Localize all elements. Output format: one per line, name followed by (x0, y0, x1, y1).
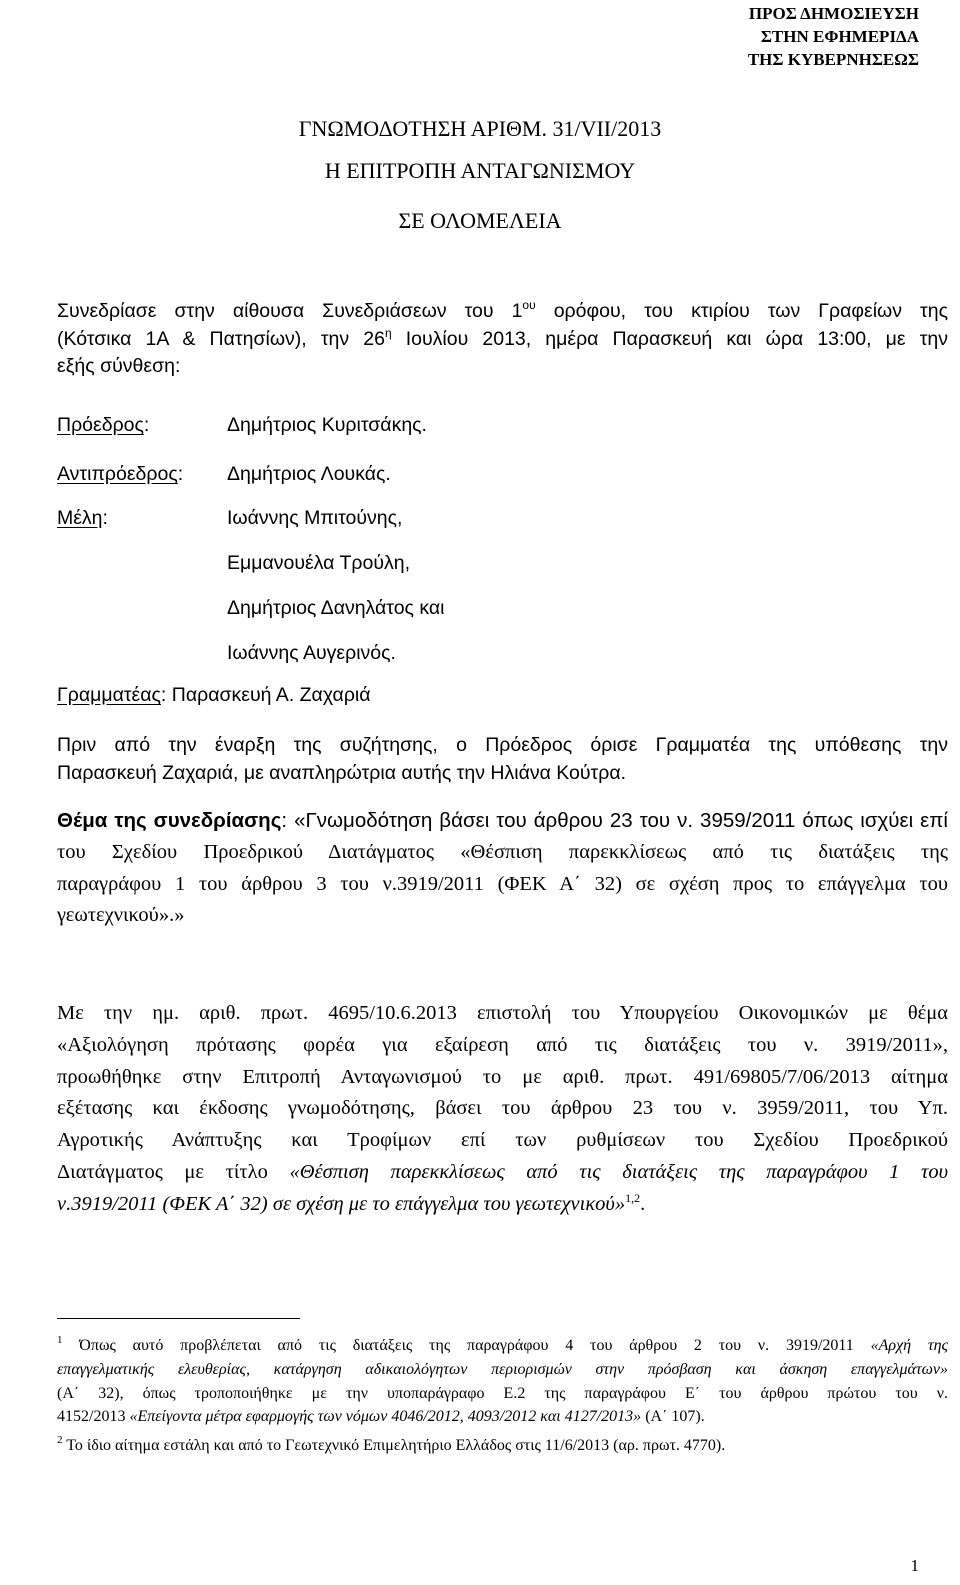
footnote-1-line-2: επαγγελματικής ελευθερίας, κατάργηση αδικαιολόγητων περιορισμών στην πρόσβαση και άσκηση επαγγελμάτων» (57, 1360, 948, 1378)
subject-line-3: παραγράφου 1 του άρθρου 3 του ν.3919/2011 (ΦΕΚ Α΄ 32) σε σχέση προς το επάγγελμα του (57, 872, 948, 895)
member-4: Ιωάννης Αυγερινός. (227, 642, 396, 664)
body-line-2: «Αξιολόγηση πρότασης φορέα για εξαίρεση από τις διατάξεις του ν. 3919/2011», (57, 1033, 948, 1056)
intro-line-1: Συνεδρίασε στην αίθουσα Συνεδριάσεων του $1^{o\upsilon}$ ορόφου, του κτιρίου των Γραφείων της (57, 298, 948, 322)
footnote-1-line-4: 4152/2013 «Επείγοντα μέτρα εφαρμογής των νόμων 4046/2012, 4093/2012 και 4127/2013» (Α΄ 107). (57, 1408, 705, 1426)
footnote-1-line-3: (Α΄ 32), όπως τροποποιήθηκε με την υποπαράγραφο Ε.2 της παραγράφου Ε΄ του άρθρου πρώτου του ν. (57, 1384, 948, 1402)
member-2: Εμμανουέλα Τρούλη, (227, 552, 411, 574)
body-line-1: Με την ημ. αριθ. πρωτ. 4695/10.6.2013 επιστολή του Υπουργείου Οικονομικών με θέμα (57, 1002, 948, 1024)
body-line-5: Αγροτικής Ανάπτυξης και Τροφίμων επί των ρυθμίσεων του Σχεδίου Προεδρικού (57, 1129, 948, 1152)
members-label: Μέλη: (57, 507, 108, 529)
subject-line-1: Θέμα της συνεδρίασης: «Γνωμοδότηση βάσει του άρθρου 23 του ν. 3959/2011 όπως ισχύει επί (57, 809, 948, 832)
footnote-1 (57, 1334, 948, 1429)
subject-label: Θέμα της συνεδρίασης (57, 809, 282, 832)
appointment-line-2: Παρασκευή Ζαχαριά, με αναπληρώτρια αυτής την Ηλιάνα Κούτρα. (57, 761, 627, 784)
vice-president-name: Δημήτριος Λουκάς. (227, 463, 391, 485)
publication-line-1: ΠΡΟΣ ΔΗΜΟΣΙΕΥΣΗ (748, 4, 919, 23)
footnote-ref[interactable]: 1,2 (625, 1190, 641, 1205)
body-line-4: εξέτασης και έκδοσης γνωμοδότησης, βάσει του άρθρου 23 του ν. 3959/2011, του Υπ. (57, 1097, 948, 1120)
footnote-2-line-1: $^2$ Το ίδιο αίτημα εστάλη και από το Γεωτεχνικό Επιμελητήριο Ελλάδος στις 11/6/2013 (αρ. πρωτ. 4770). (57, 1434, 726, 1454)
member-3: Δημήτριος Δανηλάτος και (227, 597, 445, 619)
intro-line-3: εξής σύνθεση: (57, 355, 181, 377)
committee-name: Η ΕΠΙΤΡΟΠΗ ΑΝΤΑΓΩΝΙΣΜΟΥ (324, 158, 636, 183)
subject-line-4: γεωτεχνικού».» (57, 904, 185, 927)
secretary-line: Γραμματέας: Παρασκευή Α. Ζαχαριά (57, 684, 371, 706)
publication-line-2: ΣΤΗΝ ΕΦΗΜΕΡΙΔΑ (760, 27, 919, 46)
intro-line-2: (Κότσικα 1Α & Πατησίων), την $26^\eta$ Ιουλίου 2013, ημέρα Παρασκευή και ώρα 13:00, με την (57, 325, 948, 350)
page-number: 1 (910, 1556, 919, 1575)
footnote-separator (57, 1318, 300, 1319)
secretary-appointment-paragraph (57, 732, 948, 787)
plenary-heading: ΣΕ ΟΛΟΜΕΛΕΙΑ (398, 208, 562, 233)
footnote-1-line-1: $^1$ Όπως αυτό προβλέπεται από τις διατάξεις της παραγράφου 4 του άρθρου 2 του ν. 3919/2011 «Αρχή της (57, 1334, 949, 1354)
document-title: ΓΝΩΜΟΔΟΤΗΣΗ ΑΡΙΘΜ. 31/VII/2013 (298, 116, 662, 141)
publication-line-3: ΤΗΣ ΚΥΒΕΡΝΗΣΕΩΣ (747, 50, 919, 69)
subject-paragraph (57, 805, 948, 932)
vice-president-label: Αντιπρόεδρος: (57, 463, 184, 485)
subject-line-2: του Σχεδίου Προεδρικού Διατάγματος «Θέσπιση παρεκκλίσεως από τις διατάξεις της (57, 840, 948, 863)
president-label: Πρόεδρος: (57, 414, 150, 436)
body-line-6: Διατάγματος με τίτλο «Θέσπιση παρεκκλίσεως από τις διατάξεις της παραγράφου 1 του (57, 1160, 949, 1183)
body-paragraph (57, 998, 948, 1221)
body-line-7: ν.3919/2011 (ΦΕΚ Α΄ 32) σε σχέση με το επάγγελμα του γεωτεχνικού»$^{1,2}$. (57, 1190, 646, 1215)
intro-paragraph (57, 298, 948, 381)
publication-notice (748, 2, 919, 71)
body-line-3: προωθήθηκε στην Επιτροπή Ανταγωνισμού το με αριθ. πρωτ. 491/69805/7/06/2013 αίτημα (57, 1065, 948, 1088)
appointment-line-1: Πριν από την έναρξη της συζήτησης, ο Πρόεδρος όρισε Γραμματέα της υπόθεσης την (57, 734, 948, 756)
member-1: Ιωάννης Μπιτούνης, (227, 507, 403, 529)
footnote-2 (57, 1434, 948, 1458)
president-name: Δημήτριος Κυριτσάκης. (227, 414, 427, 436)
